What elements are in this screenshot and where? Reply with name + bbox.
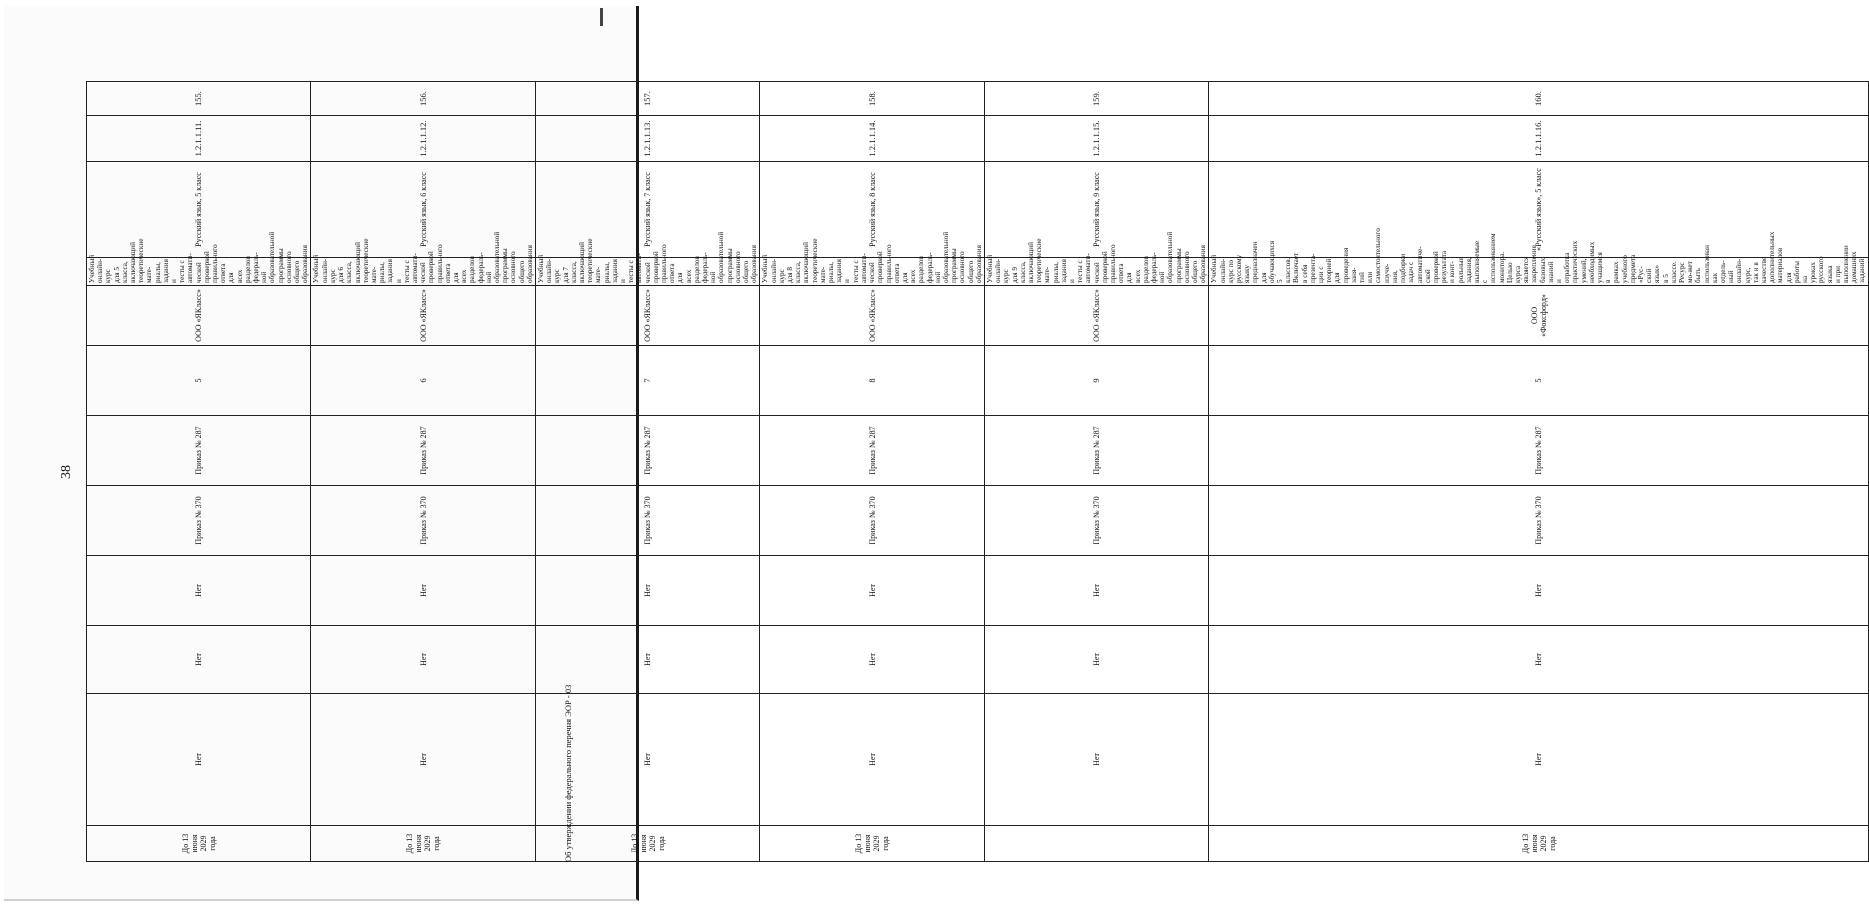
cell-name: Русский язык, 6 класс bbox=[311, 162, 535, 258]
cell-order1: Приказ № 287 bbox=[87, 416, 311, 486]
cell-num: 158. bbox=[760, 82, 984, 116]
cell-c3: Нет bbox=[760, 694, 984, 826]
cell-c3: Нет bbox=[984, 694, 1208, 826]
cell-c2: Нет bbox=[984, 626, 1208, 694]
cell-c2: Нет bbox=[760, 626, 984, 694]
cell-name: Русский язык, 8 класс bbox=[760, 162, 984, 258]
cell-order1: Приказ № 287 bbox=[535, 416, 759, 486]
page-number: 38 bbox=[59, 465, 74, 479]
cell-grade: 5 bbox=[87, 346, 311, 416]
cell-order1: Приказ № 287 bbox=[984, 416, 1208, 486]
table-row bbox=[87, 82, 311, 862]
table-row bbox=[984, 82, 1208, 862]
cell-name: «Русский язык», 5 класс bbox=[1209, 162, 1868, 258]
rotated-page-content bbox=[52, 82, 1867, 862]
footer-note: Об утверждении федерального перечня ЭОР - 03 bbox=[563, 684, 573, 862]
cell-publisher: ООО «ЯКласс» bbox=[87, 286, 311, 346]
cell-name: Русский язык, 9 класс bbox=[984, 162, 1208, 258]
eor-table bbox=[86, 81, 1869, 862]
cell-date: До 13 июня 2029 года bbox=[1209, 826, 1868, 862]
cell-name: Русский язык, 5 класс bbox=[87, 162, 311, 258]
cell-order2: Приказ № 370 bbox=[311, 486, 535, 556]
cell-code: 1.2.1.1.11. bbox=[87, 116, 311, 162]
cell-date: До 13 июня 2029 года bbox=[535, 826, 759, 862]
cell-num: 156. bbox=[311, 82, 535, 116]
cell-order2: Приказ № 370 bbox=[760, 486, 984, 556]
cell-code: 1.2.1.1.16. bbox=[1209, 116, 1868, 162]
cell-description: Учебный онлайн-курс для 5 класса, включающий теоретические мате-риалы, задания и тесты с автомати-ческой проверкой правильного ответа для всех разделов федераль-ной образовательной программы основного общего образования bbox=[87, 258, 311, 286]
cell-grade: 9 bbox=[984, 346, 1208, 416]
cell-c3: Нет bbox=[311, 694, 535, 826]
cell-order1: Приказ № 287 bbox=[1209, 416, 1868, 486]
cell-c1: Нет bbox=[87, 556, 311, 626]
cell-description: Учебный онлайн-курс по русскому языку предназначен для обучающихся 5 классов. Включает в себя презента-ции с теорией для проведения заня-тий или самостоятельного изуче-ния, подборки задач с автоматиче-ской проверкой результата и конт-рольные задания, выполняемые с использованием монитора. Целью курса является закрепление базовых знаний и отработка практических умений, необходимых учащимся в рамках учебного предмета «Рус-ский язык» в 5 классе. Ресурс мо-жет быть использован как отдель-ный онлайн-курс, так и в качестве дополнительных материалов для работы на уроках русского языка и при выполнении домашних заданий bbox=[1209, 258, 1868, 286]
cell-c2: Нет bbox=[311, 626, 535, 694]
cell-c3: Нет bbox=[1209, 694, 1868, 826]
cell-c2: Нет bbox=[87, 626, 311, 694]
cell-publisher: ООО «ЯКласс» bbox=[311, 286, 535, 346]
cell-date bbox=[984, 826, 1208, 862]
cell-c3: Нет bbox=[87, 694, 311, 826]
cell-c1: Нет bbox=[535, 556, 759, 626]
cell-order2: Приказ № 370 bbox=[87, 486, 311, 556]
cell-num: 159. bbox=[984, 82, 1208, 116]
cell-grade: 5 bbox=[1209, 346, 1868, 416]
cell-description: Учебный онлайн-курс для 6 класса, включающий теоретические мате-риалы, задания и тесты с автомати-ческой проверкой правильного ответа для всех разделов федераль-ной образовательной программы основного общего образования bbox=[311, 258, 535, 286]
cell-code: 1.2.1.1.12. bbox=[311, 116, 535, 162]
cell-c1: Нет bbox=[311, 556, 535, 626]
cell-num: 160. bbox=[1209, 82, 1868, 116]
cell-grade: 6 bbox=[311, 346, 535, 416]
cell-code: 1.2.1.1.13. bbox=[535, 116, 759, 162]
cell-grade: 8 bbox=[760, 346, 984, 416]
cell-publisher: ООО «ЯКласс» bbox=[760, 286, 984, 346]
cell-order1: Приказ № 287 bbox=[311, 416, 535, 486]
cell-date: До 13 июня 2029 года bbox=[760, 826, 984, 862]
cell-order2: Приказ № 370 bbox=[984, 486, 1208, 556]
cell-description: Учебный онлайн-курс для 9 класса, включающий теоретические мате-риалы, задания и тесты с автомати-ческой проверкой правильного ответа для всех разделов федераль-ной образовательной программы основного общего образования bbox=[984, 258, 1208, 286]
table-row bbox=[760, 82, 984, 862]
cell-order2: Приказ № 370 bbox=[1209, 486, 1868, 556]
cell-description: Учебный онлайн-курс для 7 класса, включающий теоретические мате-риалы, задания и тесты с автомати-ческой проверкой правильного ответа для всех разделов федераль-ной образовательной программы основного общего образования bbox=[535, 258, 759, 286]
cell-publisher: ООО «ЯКласс» bbox=[535, 286, 759, 346]
cell-publisher: ООО «Фоксфорд» bbox=[1209, 286, 1868, 346]
cell-code: 1.2.1.1.14. bbox=[760, 116, 984, 162]
cell-num: 157. bbox=[535, 82, 759, 116]
cell-order2: Приказ № 370 bbox=[535, 486, 759, 556]
cell-date: До 13 июня 2029 года bbox=[311, 826, 535, 862]
cell-num: 155. bbox=[87, 82, 311, 116]
cell-c2: Нет bbox=[1209, 626, 1868, 694]
cell-c2: Нет bbox=[535, 626, 759, 694]
cell-publisher: ООО «ЯКласс» bbox=[984, 286, 1208, 346]
cell-date: До 13 июня 2029 года bbox=[87, 826, 311, 862]
cell-c1: Нет bbox=[760, 556, 984, 626]
cell-grade: 7 bbox=[535, 346, 759, 416]
cell-code: 1.2.1.1.15. bbox=[984, 116, 1208, 162]
cell-c3: Нет bbox=[535, 694, 759, 826]
cell-c1: Нет bbox=[1209, 556, 1868, 626]
cell-order1: Приказ № 287 bbox=[760, 416, 984, 486]
scan-artifact bbox=[600, 8, 603, 26]
table-row bbox=[311, 82, 535, 862]
cell-name: Русский язык, 7 класс bbox=[535, 162, 759, 258]
table-row bbox=[1209, 82, 1868, 862]
cell-c1: Нет bbox=[984, 556, 1208, 626]
cell-description: Учебный онлайн-курс для 8 класса, включающий теоретические мате-риалы, задания и тесты с автомати-ческой проверкой правильного ответа для всех разделов федераль-ной образовательной программы основного общего образования bbox=[760, 258, 984, 286]
